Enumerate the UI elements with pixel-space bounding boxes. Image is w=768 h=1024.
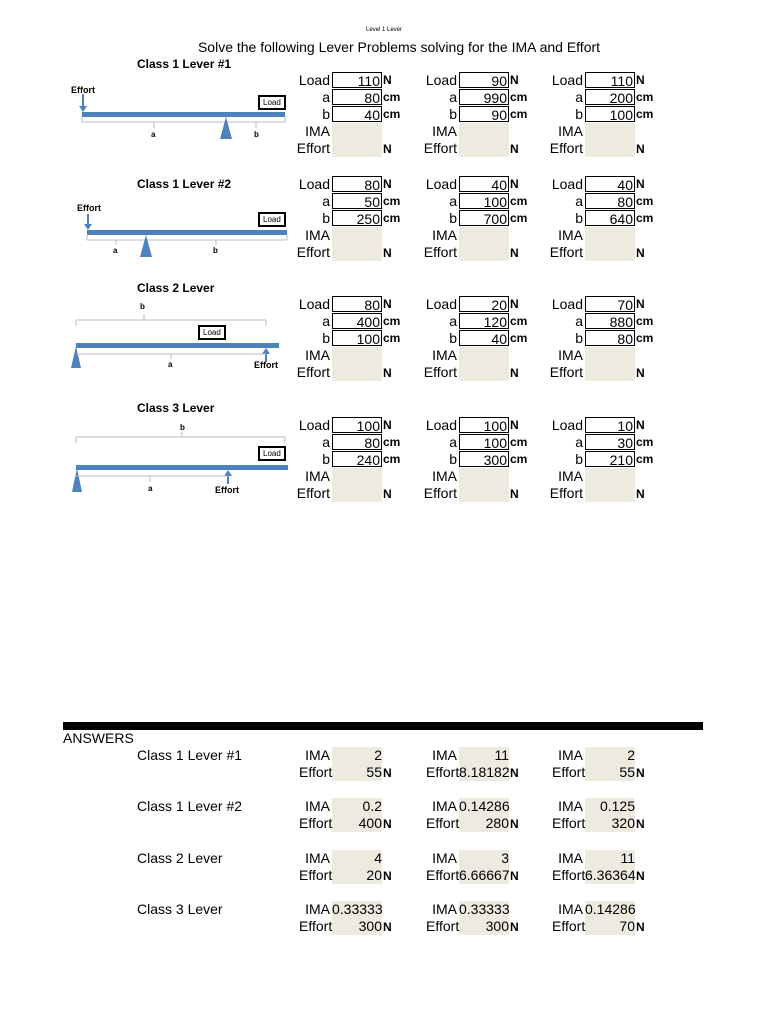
ima-label: IMA bbox=[558, 901, 583, 917]
effort-label: Effort bbox=[552, 815, 586, 831]
load-label: Load bbox=[551, 176, 583, 192]
load-value-cell[interactable]: 100 bbox=[459, 417, 509, 433]
load-box: Load bbox=[258, 212, 286, 227]
effort-label: Effort bbox=[549, 485, 583, 501]
a-value-cell[interactable]: 100 bbox=[459, 193, 509, 209]
problem-block bbox=[296, 176, 410, 266]
b-label: b bbox=[213, 246, 218, 255]
effort-label: Effort bbox=[296, 485, 330, 501]
effort-label: Effort bbox=[423, 244, 457, 260]
ima-label: IMA bbox=[305, 123, 330, 139]
unit-label: cm bbox=[383, 194, 401, 208]
a-value-cell[interactable]: 80 bbox=[332, 434, 382, 450]
answer-input-cells[interactable] bbox=[585, 227, 635, 261]
effort-label: Effort bbox=[552, 867, 586, 883]
unit-label: N bbox=[636, 177, 645, 191]
b-value-cell[interactable]: 100 bbox=[332, 330, 382, 346]
unit-label: cm bbox=[636, 194, 654, 208]
effort-label: Effort bbox=[71, 85, 95, 95]
ima-label: IMA bbox=[432, 798, 457, 814]
answer-input-cells[interactable] bbox=[332, 227, 382, 261]
problem-block bbox=[296, 417, 410, 507]
unit-label: N bbox=[636, 418, 645, 432]
a-label: a bbox=[322, 434, 330, 450]
answer-lever-title: Class 2 Lever bbox=[137, 850, 223, 866]
effort-value: 300 bbox=[358, 918, 382, 934]
problem-block bbox=[549, 176, 663, 266]
effort-label: Effort bbox=[299, 918, 333, 934]
effort-label: Effort bbox=[299, 867, 333, 883]
unit-label: cm bbox=[636, 314, 654, 328]
unit-label: cm bbox=[636, 452, 654, 466]
load-value-cell[interactable]: 40 bbox=[585, 176, 635, 192]
unit-label: N bbox=[636, 817, 645, 831]
answer-block bbox=[553, 850, 663, 886]
section-title-class3: Class 3 Lever bbox=[137, 401, 215, 415]
unit-label: N bbox=[383, 366, 392, 380]
load-label: Load bbox=[425, 72, 457, 88]
section-title-class1-2: Class 1 Lever #2 bbox=[137, 177, 232, 191]
ima-label: IMA bbox=[558, 227, 583, 243]
load-box: Load bbox=[198, 325, 226, 340]
unit-label: N bbox=[383, 869, 392, 883]
unit-label: N bbox=[510, 869, 519, 883]
a-label: a bbox=[113, 246, 118, 255]
effort-label: Effort bbox=[426, 815, 460, 831]
load-label: Load bbox=[298, 296, 330, 312]
b-label: b bbox=[575, 210, 583, 226]
effort-label: Effort bbox=[423, 140, 457, 156]
unit-label: cm bbox=[510, 90, 528, 104]
effort-label: Effort bbox=[254, 360, 278, 370]
effort-value: 400 bbox=[358, 815, 382, 831]
answer-input-cells[interactable] bbox=[332, 347, 382, 381]
ima-label: IMA bbox=[558, 747, 583, 763]
b-label: b bbox=[575, 451, 583, 467]
effort-label: Effort bbox=[549, 364, 583, 380]
b-value-cell[interactable]: 40 bbox=[332, 106, 382, 122]
ima-label: IMA bbox=[558, 850, 583, 866]
ima-label: IMA bbox=[305, 347, 330, 363]
unit-label: N bbox=[510, 766, 519, 780]
b-value-cell[interactable]: 300 bbox=[459, 451, 509, 467]
unit-label: N bbox=[636, 487, 645, 501]
b-value-cell[interactable]: 90 bbox=[459, 106, 509, 122]
ima-value: 0.33333 bbox=[332, 901, 383, 917]
answer-block bbox=[427, 850, 537, 886]
b-value-cell[interactable]: 240 bbox=[332, 451, 382, 467]
b-label: b bbox=[449, 210, 457, 226]
b-value-cell[interactable]: 80 bbox=[585, 330, 635, 346]
a-label: a bbox=[148, 484, 153, 493]
load-label: Load bbox=[551, 417, 583, 433]
ima-value: 0.33333 bbox=[459, 901, 510, 917]
a-label: a bbox=[575, 313, 583, 329]
effort-label: Effort bbox=[549, 244, 583, 260]
a-label: a bbox=[575, 89, 583, 105]
unit-label: N bbox=[510, 297, 519, 311]
unit-label: N bbox=[636, 142, 645, 156]
a-value-cell[interactable]: 120 bbox=[459, 313, 509, 329]
unit-label: cm bbox=[636, 331, 654, 345]
ima-label: IMA bbox=[558, 798, 583, 814]
answer-input-cells[interactable] bbox=[585, 468, 635, 502]
load-value-cell[interactable]: 80 bbox=[332, 176, 382, 192]
problem-block bbox=[296, 296, 410, 386]
ima-value: 11 bbox=[620, 850, 635, 866]
load-label: Load bbox=[551, 72, 583, 88]
section-title-class2: Class 2 Lever bbox=[137, 281, 215, 295]
a-label: a bbox=[449, 89, 457, 105]
unit-label: N bbox=[510, 246, 519, 260]
effort-label: Effort bbox=[549, 140, 583, 156]
load-label: Load bbox=[425, 417, 457, 433]
a-label: a bbox=[449, 434, 457, 450]
b-value-cell[interactable]: 210 bbox=[585, 451, 635, 467]
answer-block bbox=[300, 747, 410, 783]
a-value-cell[interactable]: 100 bbox=[459, 434, 509, 450]
unit-label: cm bbox=[510, 435, 528, 449]
load-value-cell[interactable]: 10 bbox=[585, 417, 635, 433]
effort-label: Effort bbox=[296, 244, 330, 260]
ima-label: IMA bbox=[432, 850, 457, 866]
answer-block bbox=[553, 747, 663, 783]
unit-label: N bbox=[383, 817, 392, 831]
b-label: b bbox=[449, 451, 457, 467]
unit-label: N bbox=[510, 817, 519, 831]
effort-label: Effort bbox=[552, 764, 586, 780]
unit-label: cm bbox=[383, 331, 401, 345]
unit-label: N bbox=[383, 177, 392, 191]
unit-label: cm bbox=[510, 452, 528, 466]
problem-block bbox=[296, 72, 410, 162]
answer-block bbox=[427, 747, 537, 783]
unit-label: cm bbox=[636, 107, 654, 121]
b-label: b bbox=[575, 106, 583, 122]
effort-value: 55 bbox=[619, 764, 635, 780]
b-label: b bbox=[575, 330, 583, 346]
load-label: Load bbox=[298, 176, 330, 192]
effort-label: Effort bbox=[296, 140, 330, 156]
unit-label: N bbox=[383, 142, 392, 156]
unit-label: N bbox=[510, 366, 519, 380]
unit-label: N bbox=[636, 366, 645, 380]
a-label: a bbox=[449, 313, 457, 329]
load-label: Load bbox=[298, 417, 330, 433]
answer-input-cells[interactable] bbox=[459, 227, 509, 261]
ima-label: IMA bbox=[305, 468, 330, 484]
unit-label: cm bbox=[636, 90, 654, 104]
ima-label: IMA bbox=[432, 347, 457, 363]
answer-block bbox=[427, 798, 537, 834]
unit-label: N bbox=[510, 487, 519, 501]
load-label: Load bbox=[551, 296, 583, 312]
ima-value: 2 bbox=[374, 747, 382, 763]
effort-value: 320 bbox=[611, 815, 635, 831]
answers-title: ANSWERS bbox=[63, 730, 134, 746]
unit-label: N bbox=[383, 418, 392, 432]
ima-label: IMA bbox=[432, 468, 457, 484]
answer-block bbox=[300, 901, 410, 937]
b-value-cell[interactable]: 640 bbox=[585, 210, 635, 226]
effort-label: Effort bbox=[423, 364, 457, 380]
unit-label: N bbox=[383, 297, 392, 311]
a-label: a bbox=[322, 193, 330, 209]
problem-block bbox=[423, 296, 537, 386]
answer-input-cells[interactable] bbox=[459, 468, 509, 502]
a-value-cell[interactable]: 30 bbox=[585, 434, 635, 450]
load-box: Load bbox=[258, 95, 286, 110]
a-label: a bbox=[575, 193, 583, 209]
effort-value: 55 bbox=[366, 764, 382, 780]
b-label: b bbox=[449, 330, 457, 346]
b-label: b bbox=[322, 106, 330, 122]
ima-value: 4 bbox=[374, 850, 382, 866]
effort-value: 300 bbox=[485, 918, 509, 934]
unit-label: N bbox=[636, 297, 645, 311]
unit-label: cm bbox=[510, 194, 528, 208]
lever-diagram-class1-2 bbox=[74, 202, 294, 262]
load-value-cell[interactable]: 80 bbox=[332, 296, 382, 312]
problem-block bbox=[549, 417, 663, 507]
unit-label: cm bbox=[636, 435, 654, 449]
b-label: b bbox=[322, 451, 330, 467]
a-label: a bbox=[449, 193, 457, 209]
answer-block bbox=[553, 798, 663, 834]
ima-label: IMA bbox=[558, 468, 583, 484]
load-value-cell[interactable]: 70 bbox=[585, 296, 635, 312]
unit-label: N bbox=[510, 142, 519, 156]
answer-input-cells[interactable] bbox=[459, 347, 509, 381]
b-value-cell[interactable]: 250 bbox=[332, 210, 382, 226]
a-value-cell[interactable]: 880 bbox=[585, 313, 635, 329]
b-value-cell[interactable]: 40 bbox=[459, 330, 509, 346]
load-value-cell[interactable]: 40 bbox=[459, 176, 509, 192]
ima-label: IMA bbox=[305, 901, 330, 917]
a-value-cell[interactable]: 990 bbox=[459, 89, 509, 105]
unit-label: N bbox=[383, 246, 392, 260]
a-value-cell[interactable]: 200 bbox=[585, 89, 635, 105]
effort-label: Effort bbox=[426, 918, 460, 934]
unit-label: cm bbox=[510, 314, 528, 328]
load-label: Load bbox=[425, 296, 457, 312]
problem-block bbox=[423, 72, 537, 162]
ima-label: IMA bbox=[432, 227, 457, 243]
unit-label: N bbox=[383, 73, 392, 87]
effort-value: 6.36364 bbox=[585, 867, 636, 883]
a-value-cell[interactable]: 50 bbox=[332, 193, 382, 209]
ima-value: 0.14286 bbox=[585, 901, 636, 917]
unit-label: cm bbox=[510, 211, 528, 225]
lever-diagram-class1-1 bbox=[68, 82, 288, 142]
load-box: Load bbox=[258, 446, 286, 461]
effort-value: 6.66667 bbox=[459, 867, 510, 883]
ima-value: 3 bbox=[501, 850, 509, 866]
answer-block bbox=[300, 850, 410, 886]
answer-input-cells[interactable] bbox=[585, 123, 635, 157]
ima-label: IMA bbox=[432, 747, 457, 763]
problem-block bbox=[423, 417, 537, 507]
load-value-cell[interactable]: 110 bbox=[585, 72, 635, 88]
answer-input-cells[interactable] bbox=[332, 123, 382, 157]
lever-diagram-class2 bbox=[68, 300, 288, 375]
unit-label: cm bbox=[510, 331, 528, 345]
ima-label: IMA bbox=[432, 901, 457, 917]
unit-label: N bbox=[636, 766, 645, 780]
a-label: a bbox=[322, 89, 330, 105]
ima-label: IMA bbox=[558, 123, 583, 139]
unit-label: N bbox=[636, 920, 645, 934]
a-label: a bbox=[575, 434, 583, 450]
effort-label: Effort bbox=[77, 203, 101, 213]
effort-label: Effort bbox=[296, 364, 330, 380]
ima-value: 0.125 bbox=[599, 798, 635, 814]
ima-value: 11 bbox=[494, 747, 509, 763]
ima-label: IMA bbox=[305, 227, 330, 243]
effort-value: 280 bbox=[485, 815, 509, 831]
b-value-cell[interactable]: 700 bbox=[459, 210, 509, 226]
answer-lever-title: Class 1 Lever #1 bbox=[137, 747, 243, 763]
b-label: b bbox=[180, 423, 185, 432]
problem-block bbox=[423, 176, 537, 266]
answer-block bbox=[553, 901, 663, 937]
unit-label: N bbox=[510, 177, 519, 191]
unit-label: cm bbox=[510, 107, 528, 121]
b-label: b bbox=[322, 210, 330, 226]
load-value-cell[interactable]: 90 bbox=[459, 72, 509, 88]
b-value-cell[interactable]: 100 bbox=[585, 106, 635, 122]
answer-input-cells[interactable] bbox=[459, 123, 509, 157]
ima-label: IMA bbox=[432, 123, 457, 139]
effort-value: 70 bbox=[619, 918, 635, 934]
unit-label: cm bbox=[383, 211, 401, 225]
unit-label: cm bbox=[383, 452, 401, 466]
b-label: b bbox=[140, 302, 145, 311]
unit-label: N bbox=[636, 869, 645, 883]
answer-lever-title: Class 1 Lever #2 bbox=[137, 798, 243, 814]
problem-block bbox=[549, 72, 663, 162]
answer-lever-title: Class 3 Lever bbox=[137, 901, 223, 917]
effort-value: 20 bbox=[366, 867, 382, 883]
unit-label: cm bbox=[636, 211, 654, 225]
unit-label: N bbox=[383, 487, 392, 501]
page-header: Level 1 Lever bbox=[365, 27, 403, 33]
answer-input-cells[interactable] bbox=[585, 347, 635, 381]
answer-block bbox=[427, 901, 537, 937]
ima-value: 0.2 bbox=[362, 798, 382, 814]
a-label: a bbox=[322, 313, 330, 329]
unit-label: cm bbox=[383, 107, 401, 121]
unit-label: N bbox=[510, 920, 519, 934]
unit-label: N bbox=[636, 73, 645, 87]
answer-block bbox=[300, 798, 410, 834]
load-value-cell[interactable]: 20 bbox=[459, 296, 509, 312]
unit-label: N bbox=[510, 418, 519, 432]
ima-value: 0.14286 bbox=[459, 798, 510, 814]
b-label: b bbox=[449, 106, 457, 122]
effort-label: Effort bbox=[299, 764, 333, 780]
ima-label: IMA bbox=[558, 347, 583, 363]
effort-label: Effort bbox=[426, 867, 460, 883]
ima-label: IMA bbox=[305, 798, 330, 814]
unit-label: N bbox=[510, 73, 519, 87]
lever-illustration bbox=[74, 202, 294, 262]
a-value-cell[interactable]: 400 bbox=[332, 313, 382, 329]
load-label: Load bbox=[298, 72, 330, 88]
unit-label: cm bbox=[383, 435, 401, 449]
effort-value: 8.18182 bbox=[459, 764, 510, 780]
a-value-cell[interactable]: 80 bbox=[332, 89, 382, 105]
ima-value: 2 bbox=[627, 747, 635, 763]
effort-label: Effort bbox=[215, 485, 239, 495]
b-label: b bbox=[254, 130, 259, 139]
problem-block bbox=[549, 296, 663, 386]
answer-input-cells[interactable] bbox=[332, 468, 382, 502]
page-title: Solve the following Lever Problems solving for the IMA and Effort bbox=[197, 39, 601, 55]
b-label: b bbox=[322, 330, 330, 346]
ima-label: IMA bbox=[305, 747, 330, 763]
load-value-cell[interactable]: 110 bbox=[332, 72, 382, 88]
load-value-cell[interactable]: 100 bbox=[332, 417, 382, 433]
effort-label: Effort bbox=[423, 485, 457, 501]
a-label: a bbox=[151, 130, 156, 139]
ima-label: IMA bbox=[305, 850, 330, 866]
effort-label: Effort bbox=[552, 918, 586, 934]
lever-diagram-class3 bbox=[70, 420, 295, 500]
effort-label: Effort bbox=[426, 764, 460, 780]
unit-label: cm bbox=[383, 314, 401, 328]
unit-label: N bbox=[383, 920, 392, 934]
a-label: a bbox=[168, 360, 173, 369]
section-title-class1-1: Class 1 Lever #1 bbox=[137, 57, 232, 71]
a-value-cell[interactable]: 80 bbox=[585, 193, 635, 209]
load-label: Load bbox=[425, 176, 457, 192]
divider bbox=[63, 722, 703, 730]
unit-label: N bbox=[383, 766, 392, 780]
unit-label: N bbox=[636, 246, 645, 260]
effort-label: Effort bbox=[299, 815, 333, 831]
unit-label: cm bbox=[383, 90, 401, 104]
